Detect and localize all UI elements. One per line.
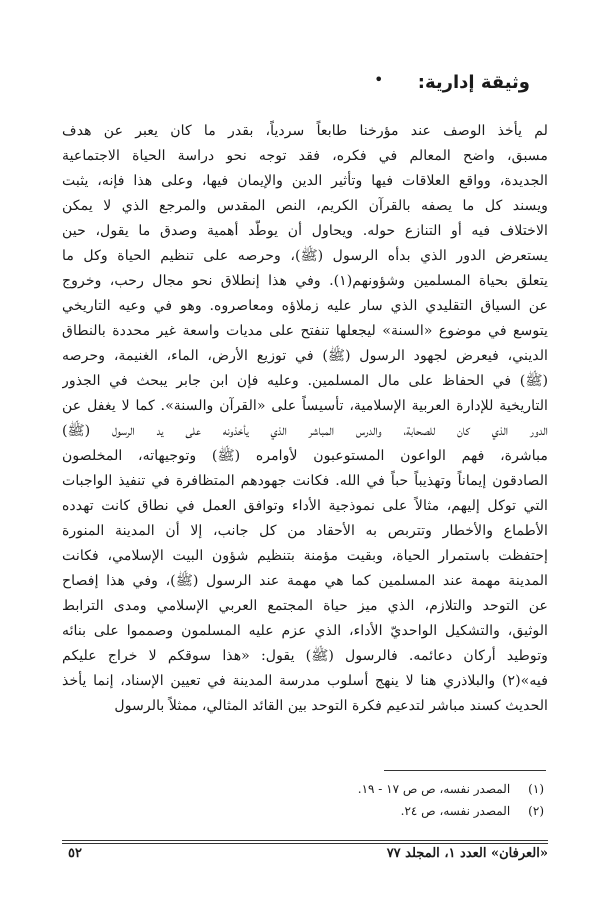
text-line: الصادقون إيماناً وتهذيباً حباً في الله. فكانت جهودهم المتظافرة في تنفيذ الواجبات <box>62 473 548 489</box>
text-line: ويسند كل ما يصفه بالقرآن الكريم، النص المقدس والمرجع الذي لا يمكن <box>62 198 548 214</box>
footnote-separator <box>384 770 546 771</box>
footnote-text: المصدر نفسه، ص ص ١٧ - ١٩. <box>357 782 511 796</box>
footer-rule <box>62 843 548 844</box>
text-line: وتوطيد أركان دعائمه. فالرسول (ﷺ) يقول: «هذا سوقكم لا خراج عليكم <box>62 648 548 664</box>
text-line: يتوسع في موضوع «السنة» ليجعلها تنفتح على مديات واسعة غير محددة بالنطاق <box>62 323 548 339</box>
text-line: الاختلاف فيه أو التنازع حوله. ويحاول أن يوطّد أهمية وصدق ما يقول، حين <box>62 223 548 239</box>
text-line: الأطماع والأخطار وتتربص به الأحقاد من كل جانب، إلا أن المدينة المنورة <box>62 523 548 539</box>
text-line: مباشرة، فهم الواعون المستوعبون لأوامره (ﷺ) وتوجيهاته، المخلصون <box>62 448 548 464</box>
text-line: فيه»(٢) والبلاذري هنا لا ينهج أسلوب مدرسة المدينة في تعيين الإسناد، إنما يأخذ <box>62 673 548 689</box>
page-number: ٥٢ <box>68 846 82 861</box>
text-line: التي توكل إليهم، مثالاً على نموذجية الأداء وتوافق العمل في نطاق كانت تهدده <box>62 498 548 514</box>
margin-marker: • <box>374 70 384 89</box>
text-line: مسبق، واضح المعالم في فكره، فقد توجه نحو دراسة الحياة الاجتماعية <box>62 148 548 164</box>
journal-reference: «العرفان» العدد ١، المجلد ٧٧ <box>386 846 548 861</box>
text-line: الديني، فيعرض لجهود الرسول (ﷺ) في توزيع الأرض، الماء، الغنيمة، وحرصه <box>62 348 548 364</box>
footnote-number: (٢) <box>528 804 544 818</box>
text-line: إحتفظت باستمرار الحياة، وبقيت مؤمنة بتنظيم شؤون البيت الإسلامي، فكانت <box>62 548 548 564</box>
text-line: يتعلق بحياة المسلمين وشؤونهم(١). وفي هذا إنطلاق نحو مجال رحب، وخروج <box>62 273 548 289</box>
text-line: المدينة مهمة عند المسلمين كما هي مهمة عند الرسول (ﷺ)، وفي هذا إفصاح <box>62 573 548 589</box>
text-line: عن التوحد والتلازم، الذي ميز حياة المجتمع العربي الإسلامي ومدى الترابط <box>62 598 548 614</box>
footnote <box>358 782 544 796</box>
footnote <box>401 804 544 818</box>
text-line: (ﷺ) في الحفاظ على مال المسلمين. وعليه فإن ابن جابر يبحث في الجذور <box>62 373 548 389</box>
text-line: الحديث كسند مباشر لتدعيم فكرة التوحد بين القائد المثالي، ممثلاً بالرسول <box>114 698 548 714</box>
section-heading: وثيقة إدارية: <box>417 72 530 93</box>
footnote-number: (١) <box>528 782 544 796</box>
text-line: الدور الذي كان للصحابة، والدرس المباشر الذي يأخذونه على يد الرسول (ﷺ) <box>62 423 548 439</box>
text-line: الوثيق، والتشكيل الواحديّ الأداء، الذي عزم عليه المسلمون وصمموا على بنائه <box>62 623 548 639</box>
footnote-text: المصدر نفسه، ص ٢٤. <box>400 804 511 818</box>
footer-rule <box>62 840 548 841</box>
text-line: التاريخية للإدارة العربية الإسلامية، تأسيساً على «القرآن والسنة». كما لا يغفل عن <box>62 398 548 414</box>
text-line: الجديدة، وواقع العلاقات فيها وتأثير الدين والإيمان فيها، وعلى هذا فإنه، يثبت <box>62 173 548 189</box>
text-line: لم يأخذ الوصف عند مؤرخنا طابعاً سردياً، بقدر ما كان يعبر عن هدف <box>62 123 548 139</box>
text-line: يستعرض الدور الذي بدأه الرسول (ﷺ)، وحرصه على تنظيم الحياة وكل ما <box>62 248 548 264</box>
text-line: عن السياق التقليدي الذي سار عليه زملاؤه ومعاصروه. وهو في وعيه التاريخي <box>62 298 548 314</box>
